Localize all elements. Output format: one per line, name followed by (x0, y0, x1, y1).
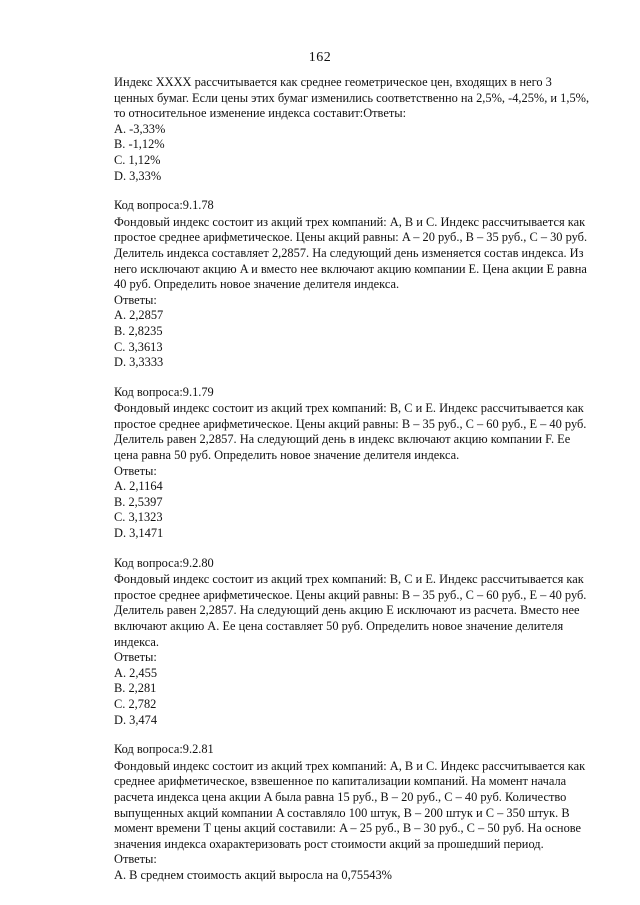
answer-option: C. 3,3613 (114, 339, 163, 354)
answer-option: A. В среднем стоимость акций выросла на 0,75543% (114, 867, 392, 882)
question-9-2-80 (114, 556, 620, 729)
question-9-1-79 (114, 385, 620, 542)
text-line: среднее арифметическое, взвешенное по капитализации компаний. На момент начала (114, 774, 567, 789)
text-line: Фондовый индекс состоит из акций трех компаний: A, B и C. Индекс рассчитывается как (114, 758, 586, 773)
text-line: Делитель равен 2,2857. На следующий день акцию E исключают из расчета. Вместо нее (114, 603, 580, 618)
text-line: простое среднее арифметическое. Цены акций равны: B – 35 руб., C – 60 руб., E – 40 руб. (114, 416, 587, 431)
text-line: него исключают акцию A и вместо нее включают акцию компании E. Цена акции E равна (114, 261, 587, 276)
text-line: Индекс XXXX рассчитывается как среднее геометрическое цен, входящих в него 3 (114, 75, 552, 89)
text-line: ценных бумаг. Если цены этих бумаг изменились соответственно на 2,5%, -4,25%, и 1,5%, (114, 90, 590, 105)
text-line: цена равна 50 руб. Определить новое значение делителя индекса. (114, 448, 460, 463)
page-number: 162 (308, 50, 332, 65)
answers-label: Ответы: (114, 852, 157, 867)
question-intro (114, 75, 620, 184)
question-code: Код вопроса:9.2.81 (114, 742, 214, 757)
answer-option: A. 2,1164 (114, 479, 163, 494)
answer-option: C. 1,12% (114, 152, 161, 167)
answers-label: Ответы: (114, 650, 157, 665)
text-line: простое среднее арифметическое. Цены акций равны: B – 35 руб., C – 60 руб., E – 40 руб. (114, 587, 587, 602)
answer-option: C. 2,782 (114, 696, 157, 711)
text-line: Делитель индекса составляет 2,2857. На следующий день изменяется состав индекса. Из (114, 245, 584, 260)
question-code: Код вопроса:9.1.79 (114, 384, 214, 399)
question-code: Код вопроса:9.2.80 (114, 555, 214, 570)
question-text (114, 401, 620, 463)
question-text (114, 759, 620, 853)
text-line: значения индекса охарактеризовать рост стоимости акций за прошедший период. (114, 836, 544, 851)
answers-label: Ответы: (114, 463, 157, 478)
text-line: момент времени T цены акций составили: A – 25 руб., B – 30 руб., C – 50 руб. На основе (114, 821, 582, 836)
answer-option: B. 2,281 (114, 681, 157, 696)
text-line: то относительное изменение индекса составит:Ответы: (114, 106, 407, 121)
question-code: Код вопроса:9.1.78 (114, 198, 214, 213)
question-text (114, 215, 620, 293)
question-9-2-81 (114, 742, 620, 883)
text-line: простое среднее арифметическое. Цены акций равны: A – 20 руб., B – 35 руб., C – 30 руб. (114, 230, 588, 245)
answer-option: B. 2,5397 (114, 494, 163, 509)
text-line: Фондовый индекс состоит из акций трех компаний: A, B и C. Индекс рассчитывается как (114, 214, 586, 229)
text-line: Фондовый индекс состоит из акций трех компаний: B, C и E. Индекс рассчитывается как (114, 572, 584, 587)
text-line: выпущенных акций компании A составляло 100 штук, B – 200 штук и C – 350 штук. В (114, 805, 570, 820)
answer-option: A. 2,2857 (114, 308, 164, 323)
answer-option: D. 3,3333 (114, 355, 164, 370)
answer-option: B. -1,12% (114, 137, 165, 152)
text-line: 40 руб. Определить новое значение делителя индекса. (114, 277, 400, 292)
answer-option: D. 3,474 (114, 712, 158, 727)
page-content (114, 75, 620, 884)
answer-option: A. 2,455 (114, 665, 158, 680)
text-line: расчета индекса цена акции A была равна 15 руб., B – 20 руб., C – 40 руб. Количество (114, 789, 567, 804)
answers-label: Ответы: (114, 292, 157, 307)
question-9-1-78 (114, 198, 620, 371)
text-line: Фондовый индекс состоит из акций трех компаний: B, C и E. Индекс рассчитывается как (114, 401, 584, 416)
answer-option: C. 3,1323 (114, 510, 163, 525)
answer-option: A. -3,33% (114, 121, 166, 136)
answer-option: D. 3,1471 (114, 526, 164, 541)
question-text (114, 572, 620, 650)
text-line: Делитель равен 2,2857. На следующий день в индекс включают акцию компании F. Ее (114, 432, 571, 447)
text-line: включают акцию A. Ее цена составляет 50 руб. Определить новое значение делителя (114, 619, 564, 633)
answer-option: B. 2,8235 (114, 323, 163, 338)
text-line: индекса. (114, 634, 160, 649)
answer-option: D. 3,33% (114, 168, 162, 183)
question-text (114, 75, 620, 122)
